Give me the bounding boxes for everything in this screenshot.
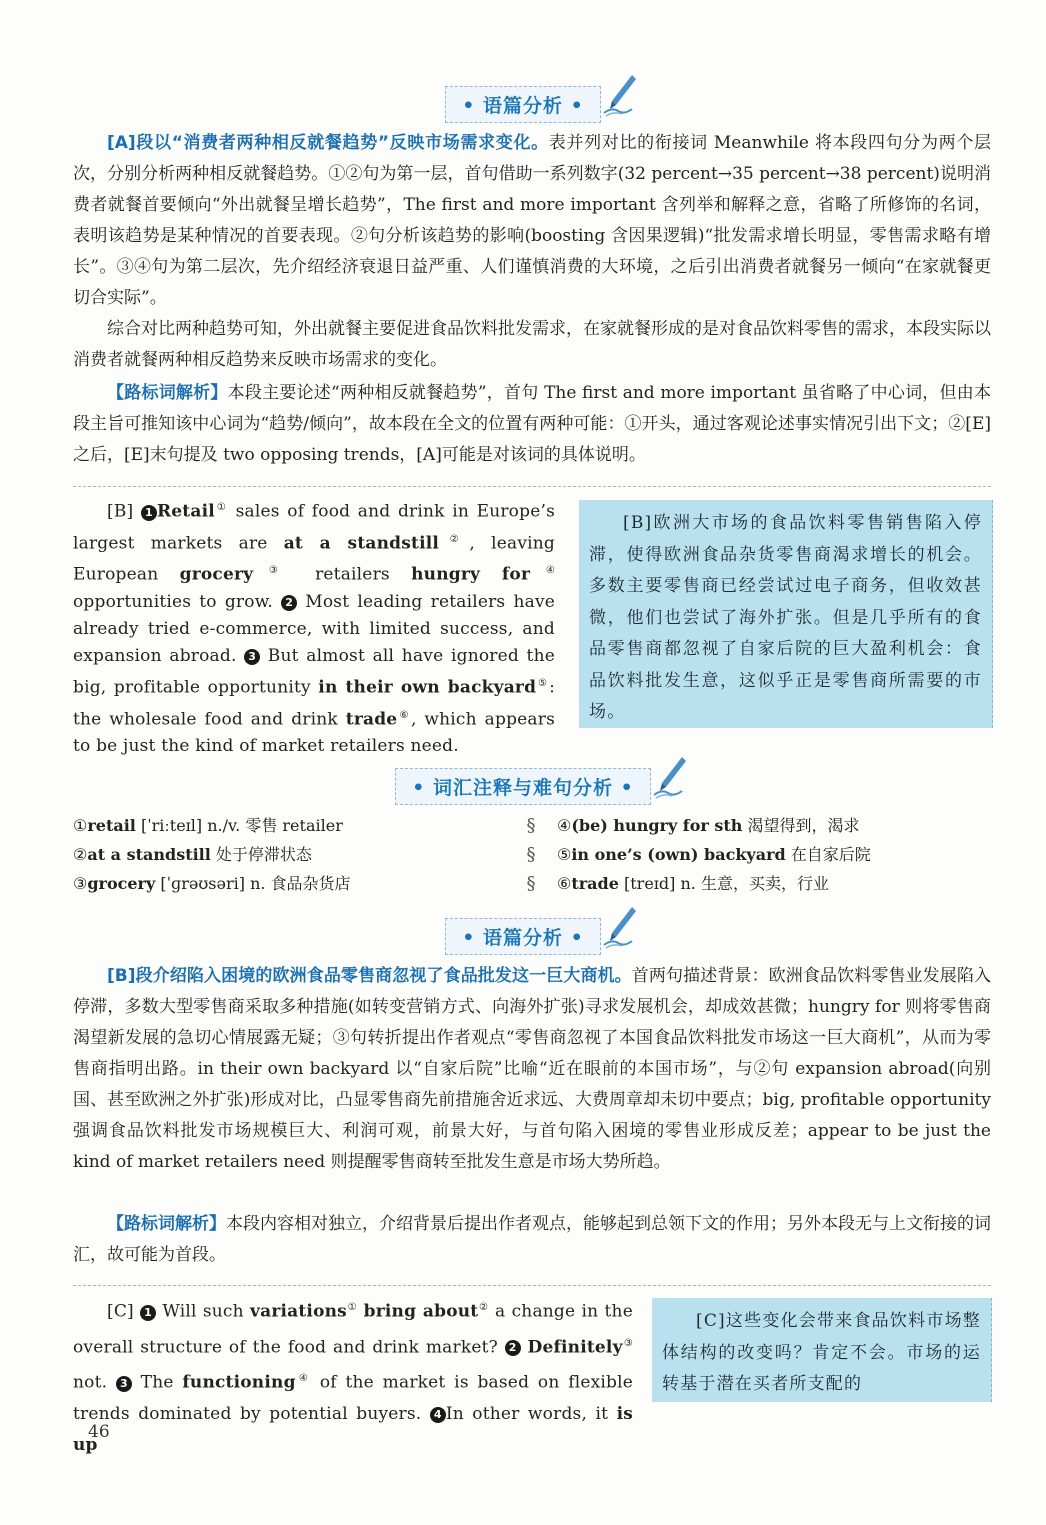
- vocab-def: 在自家后院: [785, 845, 871, 864]
- vocab-list-left: [73, 811, 351, 898]
- sentence-text: In other words, it: [445, 1403, 617, 1424]
- vocab-num: ①: [73, 816, 88, 835]
- analysis-a-lead: [A]段以“消费者两种相反就餐趋势”反映市场需求变化。: [107, 133, 549, 153]
- sentence-text: Will such: [156, 1301, 251, 1322]
- passage-b-translation: [B]欧洲大市场的食品饮料零售销售陷入停滞，使得欧洲食品杂货零售商渴求增长的机会。多数主要零售商已经尝试过电子商务，但收效甚微，他们也尝试了海外扩张。但是几乎所有的食品零售商都忽视了自家后院的巨大盈利机会：食品饮料批发生意，这似乎正是零售商所需要的市场。: [579, 500, 993, 728]
- signpost-label: 【路标词解析】: [107, 1214, 226, 1234]
- vocab-num: ④: [557, 816, 572, 835]
- paragraph-label: [B]: [107, 501, 134, 522]
- header-pill: [445, 918, 601, 955]
- vocab-term: hungry for: [411, 564, 531, 585]
- section-header-analysis-a: [0, 84, 1046, 124]
- note-marker: ⑤: [536, 677, 550, 689]
- vocab-word: retail: [87, 816, 136, 835]
- wavy-divider: § § §: [526, 815, 536, 894]
- vocab-item: [73, 869, 351, 898]
- section-header-vocab: [0, 766, 1046, 806]
- vocab-def: 处于停滞状态: [210, 845, 312, 864]
- pen-icon: [602, 905, 640, 949]
- vocab-term: Definitely: [527, 1337, 623, 1358]
- note-marker: ②: [478, 1302, 489, 1313]
- signpost-body: 本段内容相对独立，介绍背景后提出作者观点，能够起到总领下文的作用；另外本段无与上文衔接的词汇，故可能为首段。: [73, 1214, 991, 1265]
- vocab-term: bring about: [363, 1301, 479, 1322]
- divider: [73, 486, 991, 487]
- sentence-text: opportunities to grow.: [73, 591, 282, 612]
- sentence-text: sales of food and drink in Europe’s largest markets are: [73, 501, 555, 554]
- vocab-term: trade: [345, 709, 398, 730]
- page-number: 46: [88, 1422, 110, 1442]
- sentence-number: 1: [141, 505, 157, 521]
- signpost-body: 本段主要论述“两种相反就餐趋势”，首句 The first and more important 虽省略了中心词，但由本段主旨可推知该中心词为“趋势/倾向”，故本段在全文的位置有两种可能：①开头，通过客观论述事实情况引出下文；②[E]之后，[E]末句提及 two opposing trends，[A]可能是对该词的具体说明。: [73, 383, 992, 465]
- vocab-item: [73, 840, 351, 869]
- analysis-b-lead: [B]段介绍陷入困境的欧洲食品零售商忽视了食品批发这一巨大商机。: [107, 966, 632, 986]
- analysis-a-signpost-paragraph: [73, 378, 991, 471]
- analysis-a-body: 表并列对比的衔接词 Meanwhile 将本段四句分为两个层次，分别分析两种相反就餐趋势。①②句为第一层，首句借助一系列数字(32 percent→35 percent→38 percent)说明消费者就餐首要倾向“外出就餐呈增长趋势”，The first and more important 含列举和解释之意，省略了所修饰的名词，表明该趋势是某种情况的首要表现。②句分析该趋势的影响(boosting 含因果逻辑)“批发需求增长明显，零售需求略有增长”。③④句为第二层次，先介绍经济衰退日益严重、人们谨慎消费的大环境，之后引出消费者就餐另一倾向“在家就餐更切合实际”。: [73, 133, 991, 308]
- sentence-text: , which appears to be just the kind of market retailers need.: [73, 709, 555, 757]
- vocab-term: is up: [73, 1403, 633, 1455]
- sentence-number: 2: [505, 1340, 521, 1356]
- divider: [73, 1285, 991, 1286]
- sentence-number: 4: [430, 1407, 446, 1423]
- vocab-num: ⑥: [557, 874, 572, 893]
- vocab-word: in one’s (own) backyard: [571, 845, 786, 864]
- pen-icon: [602, 73, 640, 117]
- header-title: • 词汇注释与难句分析 •: [412, 776, 634, 799]
- vocab-item: [557, 869, 871, 898]
- section-header-analysis-b: [0, 916, 1046, 956]
- vocab-word: at a standstill: [87, 845, 211, 864]
- note-marker: ④: [295, 1373, 312, 1385]
- sentence-text: not.: [73, 1372, 116, 1393]
- paragraph-label: [C]: [107, 1301, 134, 1322]
- pen-icon: [652, 755, 690, 799]
- note-marker: ①: [214, 502, 229, 513]
- sentence-number: 3: [244, 649, 260, 665]
- sentence-text: : the wholesale food and drink: [73, 677, 555, 730]
- note-marker: ③: [253, 565, 294, 577]
- vocab-term: functioning: [182, 1372, 296, 1393]
- vocab-term: Retail: [156, 501, 215, 522]
- vocab-item: [73, 811, 351, 840]
- sentence-text: of the market is based on flexible trends dominated by potential buyers.: [73, 1372, 633, 1424]
- vocab-term: at a standstill: [283, 533, 440, 554]
- vocab-def: [ˈɡrəʊsəri] n. 食品杂货店: [155, 874, 351, 893]
- header-title: • 语篇分析 •: [462, 926, 584, 949]
- note-marker: ④: [530, 565, 555, 577]
- analysis-a-paragraph-1: [73, 128, 991, 314]
- header-title: • 语篇分析 •: [462, 94, 584, 117]
- sentence-number: 2: [281, 595, 297, 611]
- passage-c-translation: [C]这些变化会带来食品饮料市场整体结构的改变吗？肯定不会。市场的运转基于潜在买者所支配的: [652, 1298, 992, 1402]
- vocab-item: [557, 840, 871, 869]
- vocab-term: in their own backyard: [318, 677, 537, 698]
- sentence-text: But almost all have ignored the big, profitable opportunity: [73, 645, 555, 698]
- passage-b-english: [73, 494, 555, 760]
- sentence-text: The: [131, 1372, 183, 1393]
- header-pill: [445, 86, 601, 123]
- sentence-number: 1: [140, 1305, 156, 1321]
- sentence-text: , leaving European: [73, 533, 556, 585]
- note-marker: ⑥: [397, 709, 411, 721]
- analysis-a-paragraph-2: 综合对比两种趋势可知，外出就餐主要促进食品饮料批发需求，在家就餐形成的是对食品饮料零售的需求，本段实际以消费者就餐两种相反趋势来反映市场需求的变化。: [73, 319, 991, 370]
- vocab-word: trade: [571, 874, 619, 893]
- vocab-num: ⑤: [557, 845, 572, 864]
- note-marker: ③: [622, 1337, 633, 1349]
- sentence-text: a change in the overall structure of the food and drink market?: [73, 1301, 633, 1358]
- vocab-item: [557, 811, 871, 840]
- vocab-term: variations: [250, 1301, 347, 1322]
- vocab-def: [treɪd] n. 生意，买卖，行业: [618, 874, 829, 893]
- note-marker: ①: [346, 1302, 358, 1313]
- sentence-text: retailers: [293, 564, 412, 585]
- analysis-b-paragraph-1: [73, 961, 991, 1178]
- analysis-b-body: 首两句描述背景：欧洲食品饮料零售业发展陷入停滞，多数大型零售商采取多种措施(如转变营销方式、向海外扩张)寻求发展机会，却成效甚微；hungry for 则将零售商渴望新发展的急切心情展露无疑；③句转折提出作者观点“零售商忽视了本国食品饮料批发市场这一巨大商机”，从而为零售商指明出路。in their own backyard 以“自家后院”比喻“近在眼前的本国市场”，与②句 expansion abroad(向别国、甚至欧洲之外扩张)形成对比，凸显零售商先前措施舍近求远、大费周章却未切中要点；big, profitable opportunity 强调食品饮料批发市场规模巨大、利润可观，前景大好，与首句陷入困境的零售业形成反差；appear to be just the kind of market retailers need 则提醒零售商转至批发生意是市场大势所趋。: [73, 966, 991, 1172]
- sentence-number: 3: [116, 1376, 132, 1392]
- signpost-label: 【路标词解析】: [107, 383, 228, 403]
- sentence-text: [521, 1337, 528, 1357]
- vocab-def: [ˈriːteɪl] n./v. 零售 retailer: [135, 816, 343, 835]
- header-pill: [395, 768, 651, 805]
- passage-c-english: [73, 1292, 633, 1461]
- vocab-def: 渴望得到，渴求: [742, 816, 860, 835]
- vocab-num: ②: [73, 845, 88, 864]
- analysis-b-signpost-paragraph: [73, 1209, 991, 1271]
- sentence-text: Most leading retailers have already tried e-commerce, with limited success, and expansion abroad.: [73, 591, 556, 666]
- vocab-word: grocery: [87, 874, 156, 893]
- note-marker: ②: [439, 533, 470, 545]
- vocab-word: (be) hungry for sth: [571, 816, 743, 835]
- vocab-num: ③: [73, 874, 88, 893]
- vocab-list-right: [557, 811, 871, 898]
- vocab-term: grocery: [179, 564, 254, 585]
